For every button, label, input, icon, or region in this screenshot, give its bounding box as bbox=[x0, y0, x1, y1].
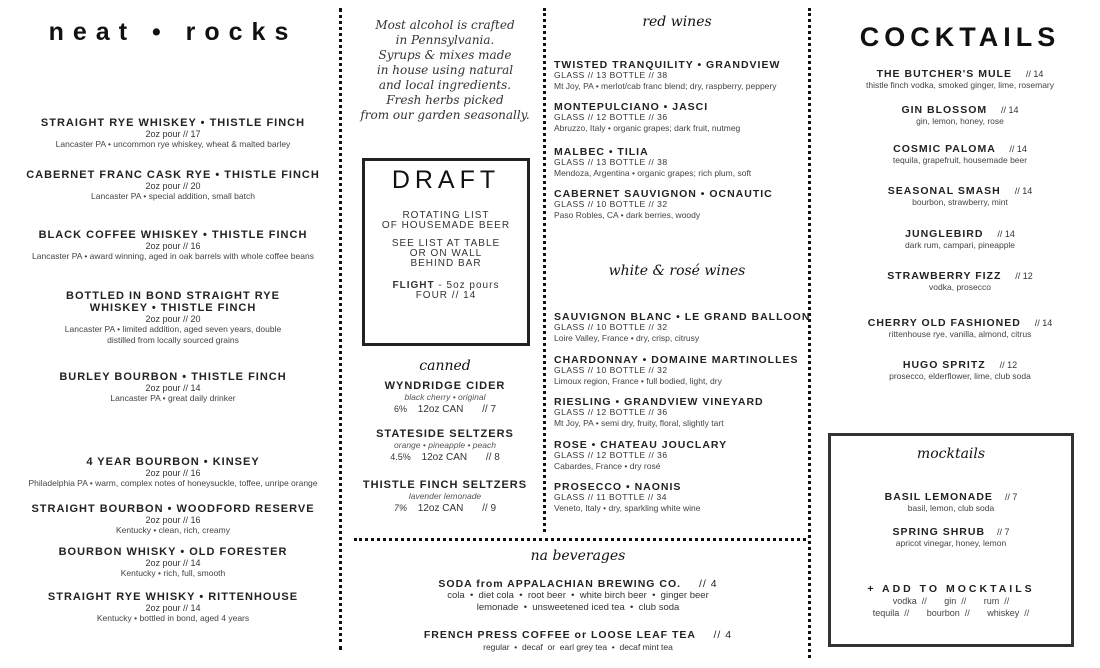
item-desc: rittenhouse rye, vanilla, almond, citrus bbox=[888, 329, 1032, 339]
item-desc: thistle finch vodka, smoked ginger, lime, rosemary bbox=[865, 80, 1055, 90]
item-pour: 2oz pour // 16 bbox=[145, 468, 201, 478]
item-name-row bbox=[820, 185, 1100, 197]
item-name: STRAIGHT BOURBON • WOODFORD RESERVE bbox=[31, 503, 315, 515]
item-price: // 9 bbox=[482, 503, 497, 514]
item-desc: Lancaster PA • limited addition, aged seven years, double distilled from locally sourced grains bbox=[64, 324, 282, 345]
item-pour: 2oz pour // 14 bbox=[145, 558, 201, 568]
item-price: // 14 bbox=[1025, 69, 1044, 79]
item-desc: dark rum, campari, pineapple bbox=[904, 240, 1016, 250]
item-pour: 2oz pour // 20 bbox=[145, 181, 201, 191]
item-price: // 14 bbox=[997, 229, 1015, 239]
draft-line: OF HOUSEMADE BEER bbox=[381, 220, 511, 231]
draft-line: BEHIND BAR bbox=[410, 258, 482, 269]
item-name: BOTTLED IN BOND STRAIGHT RYE WHISKEY • THISTLE FINCH bbox=[66, 290, 280, 314]
item-desc: Kentucky • rich, full, smooth bbox=[120, 568, 226, 578]
item-pour: 2oz pour // 14 bbox=[145, 603, 201, 613]
list-item bbox=[10, 546, 336, 579]
item-name-row bbox=[820, 359, 1100, 371]
item-desc: bourbon, strawberry, mint bbox=[912, 197, 1008, 207]
item-meta bbox=[352, 501, 538, 516]
item-meta bbox=[352, 450, 538, 465]
item-name: CABERNET SAUVIGNON • OCNAUTIC bbox=[554, 188, 773, 200]
item-pour: 2oz pour // 16 bbox=[145, 241, 201, 251]
item-name-row bbox=[820, 228, 1100, 240]
item-name: COSMIC PALOMA bbox=[893, 143, 996, 155]
item-price: GLASS // 10 BOTTLE // 32 bbox=[554, 322, 668, 332]
item-name-row bbox=[820, 68, 1100, 80]
item-name: CHARDONNAY • DOMAINE MARTINOLLES bbox=[554, 354, 799, 366]
list-item bbox=[10, 169, 336, 202]
list-item bbox=[554, 396, 804, 429]
list-item bbox=[820, 317, 1100, 339]
flight-detail: - 5oz pours bbox=[434, 280, 500, 291]
item-pour: 2oz pour // 16 bbox=[145, 515, 201, 525]
item-name: BASIL LEMONADE bbox=[884, 491, 993, 503]
flight-label: FLIGHT bbox=[392, 280, 435, 291]
list-item bbox=[554, 311, 811, 344]
item-name: THISTLE FINCH SELTZERS bbox=[362, 479, 528, 491]
intro-line: in house using natural bbox=[376, 63, 514, 77]
list-item bbox=[10, 371, 336, 404]
add-title: + ADD TO MOCKTAILS bbox=[867, 583, 1035, 595]
item-name: BLACK COFFEE WHISKEY • THISTLE FINCH bbox=[38, 229, 308, 241]
list-item bbox=[554, 146, 804, 179]
item-price: GLASS // 13 BOTTLE // 38 bbox=[554, 70, 668, 80]
na-beverages-heading: na beverages bbox=[530, 548, 626, 564]
item-name: STRAIGHT RYE WHISKY • RITTENHOUSE bbox=[47, 591, 299, 603]
item-meta bbox=[352, 402, 538, 417]
item-desc: regular • decaf or earl grey tea • decaf mint tea bbox=[483, 642, 673, 652]
item-price: // 7 bbox=[1004, 492, 1018, 502]
list-item bbox=[40, 290, 306, 346]
item-name: SPRING SHRUB bbox=[892, 526, 986, 538]
canned-heading: canned bbox=[419, 358, 471, 374]
cocktails-title: COCKTAILS bbox=[859, 22, 1061, 52]
draft-line: OR ON WALL bbox=[409, 248, 483, 259]
list-item bbox=[820, 104, 1100, 126]
item-name-row bbox=[352, 629, 804, 641]
list-item bbox=[820, 143, 1100, 165]
list-item bbox=[554, 481, 804, 514]
item-desc: Kentucky • clean, rich, creamy bbox=[116, 525, 230, 535]
mocktails-box bbox=[828, 433, 1074, 647]
item-price: // 7 bbox=[996, 527, 1010, 537]
draft-title: DRAFT bbox=[391, 166, 501, 194]
divider-col1 bbox=[339, 8, 342, 650]
item-price: // 14 bbox=[1014, 186, 1033, 196]
item-price: // 14 bbox=[1009, 144, 1027, 154]
item-name: CABERNET FRANC CASK RYE • THISTLE FINCH bbox=[26, 169, 320, 181]
item-name: STRAIGHT RYE WHISKEY • THISTLE FINCH bbox=[40, 117, 306, 129]
list-item bbox=[831, 491, 1071, 513]
item-desc: Mendoza, Argentina • organic grapes; rich plum, soft bbox=[554, 168, 752, 178]
list-item bbox=[820, 185, 1100, 207]
item-pour: 2oz pour // 14 bbox=[145, 383, 201, 393]
item-desc: Limoux region, France • full bodied, light, dry bbox=[554, 376, 722, 386]
item-desc: Paso Robles, CA • dark berries, woody bbox=[554, 210, 701, 220]
add-options: tequila // bourbon // whiskey // bbox=[872, 608, 1030, 618]
item-price: // 14 bbox=[1034, 318, 1053, 328]
item-name-row bbox=[352, 578, 804, 590]
list-item bbox=[820, 359, 1100, 381]
item-price: GLASS // 12 BOTTLE // 36 bbox=[554, 450, 668, 460]
neat-rocks-title: neat • rocks bbox=[48, 18, 298, 46]
list-item bbox=[352, 428, 538, 465]
item-name: STATESIDE SELTZERS bbox=[376, 428, 514, 440]
item-name: WYNDRIDGE CIDER bbox=[384, 380, 506, 392]
list-item bbox=[352, 629, 804, 653]
item-flavor: orange • pineapple • peach bbox=[394, 440, 496, 450]
item-price: GLASS // 11 BOTTLE // 34 bbox=[554, 492, 667, 502]
list-item bbox=[10, 591, 336, 624]
red-wines-heading: red wines bbox=[642, 14, 712, 30]
item-name-row bbox=[820, 104, 1100, 116]
item-price: // 4 bbox=[713, 629, 733, 641]
intro-line: and local ingredients. bbox=[378, 78, 512, 92]
draft-flight-price: FOUR // 14 bbox=[415, 290, 477, 301]
item-name-row bbox=[831, 491, 1071, 503]
item-price: // 14 bbox=[1001, 105, 1019, 115]
item-name: JUNGLEBIRD bbox=[905, 228, 984, 240]
item-name: 4 YEAR BOURBON • KINSEY bbox=[86, 456, 260, 468]
item-name: CHERRY OLD FASHIONED bbox=[867, 317, 1021, 329]
add-to-mocktails bbox=[831, 583, 1071, 619]
list-item bbox=[352, 479, 538, 516]
add-options: vodka // gin // rum // bbox=[892, 596, 1010, 606]
item-name: TWISTED TRANQUILITY • GRANDVIEW bbox=[554, 59, 781, 71]
draft-box bbox=[362, 158, 530, 346]
mocktails-heading: mocktails bbox=[916, 446, 986, 462]
list-item bbox=[554, 59, 804, 92]
item-name: SEASONAL SMASH bbox=[887, 185, 1001, 197]
item-desc: apricot vinegar, honey, lemon bbox=[895, 538, 1007, 548]
list-item bbox=[820, 228, 1100, 250]
item-flavor: lavender lemonade bbox=[408, 491, 482, 501]
item-price: // 4 bbox=[698, 578, 718, 590]
intro-text bbox=[352, 18, 538, 123]
item-name: ROSE • CHATEAU JOUCLARY bbox=[554, 439, 728, 451]
item-pour: 2oz pour // 20 bbox=[145, 314, 201, 324]
item-name-row bbox=[820, 270, 1100, 282]
list-item bbox=[554, 188, 804, 221]
intro-line: Syrups & mixes made bbox=[378, 48, 512, 62]
item-desc: Lancaster PA • uncommon rye whiskey, wheat & malted barley bbox=[55, 139, 291, 149]
item-price: // 8 bbox=[485, 452, 500, 463]
item-desc: Lancaster PA • award winning, aged in oak barrels with whole coffee beans bbox=[32, 251, 314, 261]
item-price: GLASS // 12 BOTTLE // 36 bbox=[554, 112, 668, 122]
item-desc: tequila, grapefruit, housemade beer bbox=[892, 155, 1028, 165]
item-desc: Veneto, Italy • dry, sparkling white wine bbox=[554, 503, 701, 513]
item-price: GLASS // 12 BOTTLE // 36 bbox=[554, 407, 668, 417]
item-abv: 6% bbox=[393, 404, 407, 414]
item-desc: Philadelphia PA • warm, complex notes of honeysuckle, toffee, unripe orange bbox=[28, 478, 318, 488]
item-desc: lemonade • unsweetened iced tea • club soda bbox=[476, 602, 680, 613]
divider-na bbox=[354, 538, 806, 541]
item-flavor: black cherry • original bbox=[404, 392, 486, 402]
item-desc: Mt Joy, PA • semi dry, fruity, floral, slightly tart bbox=[554, 418, 724, 428]
item-desc: Abruzzo, Italy • organic grapes; dark fruit, nutmeg bbox=[554, 123, 741, 133]
intro-line: Fresh herbs picked bbox=[386, 93, 504, 107]
item-name-row bbox=[831, 526, 1071, 538]
item-name: THE BUTCHER'S MULE bbox=[876, 68, 1012, 80]
list-item bbox=[820, 270, 1100, 292]
item-desc: Lancaster PA • special addition, small batch bbox=[91, 191, 255, 201]
divider-col3 bbox=[808, 8, 811, 658]
list-item bbox=[10, 503, 336, 536]
item-name-row bbox=[820, 317, 1100, 329]
item-price: // 12 bbox=[999, 360, 1018, 370]
item-desc: vodka, prosecco bbox=[929, 282, 991, 292]
item-price: // 12 bbox=[1015, 271, 1033, 281]
item-price: GLASS // 10 BOTTLE // 32 bbox=[554, 199, 668, 209]
item-size: 12oz CAN bbox=[421, 452, 468, 463]
item-name: FRENCH PRESS COFFEE or LOOSE LEAF TEA bbox=[423, 629, 696, 641]
list-item bbox=[820, 68, 1100, 90]
item-name: STRAWBERRY FIZZ bbox=[887, 270, 1002, 282]
item-desc: Loire Valley, France • dry, crisp, citrusy bbox=[554, 333, 700, 343]
item-name: PROSECCO • NAONIS bbox=[554, 481, 682, 493]
list-item bbox=[554, 101, 804, 134]
list-item bbox=[554, 439, 804, 472]
list-item bbox=[10, 117, 336, 150]
item-desc: Cabardes, France • dry rosé bbox=[554, 461, 661, 471]
item-desc: prosecco, elderflower, lime, club soda bbox=[889, 371, 1031, 381]
draft-line: SEE LIST AT TABLE bbox=[391, 238, 501, 249]
item-name: BURLEY BOURBON • THISTLE FINCH bbox=[59, 371, 287, 383]
intro-line: from our garden seasonally. bbox=[360, 108, 530, 122]
item-abv: 7% bbox=[393, 503, 407, 513]
white-wines-heading: white & rosé wines bbox=[608, 263, 746, 279]
intro-line: in Pennsylvania. bbox=[395, 33, 495, 47]
item-pour: 2oz pour // 17 bbox=[145, 129, 201, 139]
item-size: 12oz CAN bbox=[417, 503, 464, 514]
item-price: // 7 bbox=[482, 404, 497, 415]
item-name: RIESLING • GRANDVIEW VINEYARD bbox=[554, 396, 764, 408]
intro-line: Most alcohol is crafted bbox=[375, 18, 515, 32]
item-name: GIN BLOSSOM bbox=[901, 104, 988, 116]
item-name: SAUVIGNON BLANC • LE GRAND BALLOON bbox=[554, 311, 811, 323]
item-name-row bbox=[820, 143, 1100, 155]
item-name: SODA from APPALACHIAN BREWING CO. bbox=[438, 578, 682, 590]
item-price: GLASS // 13 BOTTLE // 38 bbox=[554, 157, 668, 167]
item-name: BOURBON WHISKY • OLD FORESTER bbox=[58, 546, 288, 558]
draft-line: ROTATING LIST bbox=[402, 210, 490, 221]
item-desc: cola • diet cola • root beer • white birch beer • ginger beer bbox=[447, 590, 709, 601]
list-item bbox=[10, 229, 336, 262]
list-item bbox=[10, 456, 336, 489]
list-item bbox=[352, 578, 804, 614]
item-desc: gin, lemon, honey, rose bbox=[916, 116, 1004, 126]
item-size: 12oz CAN bbox=[417, 404, 464, 415]
list-item bbox=[554, 354, 804, 387]
item-desc: basil, lemon, club soda bbox=[907, 503, 995, 513]
item-name: MALBEC • TILIA bbox=[554, 146, 649, 158]
item-desc: Lancaster PA • great daily drinker bbox=[110, 393, 236, 403]
item-abv: 4.5% bbox=[390, 452, 411, 462]
item-desc: Kentucky • bottled in bond, aged 4 years bbox=[96, 613, 250, 623]
item-name: MONTEPULCIANO • JASCI bbox=[554, 101, 709, 113]
divider-col2 bbox=[543, 8, 546, 532]
item-price: GLASS // 10 BOTTLE // 32 bbox=[554, 365, 668, 375]
item-name: HUGO SPRITZ bbox=[902, 359, 986, 371]
list-item bbox=[352, 380, 538, 417]
item-desc: Mt Joy, PA • merlot/cab franc blend; dry, raspberry, peppery bbox=[554, 81, 777, 91]
list-item bbox=[831, 526, 1071, 548]
